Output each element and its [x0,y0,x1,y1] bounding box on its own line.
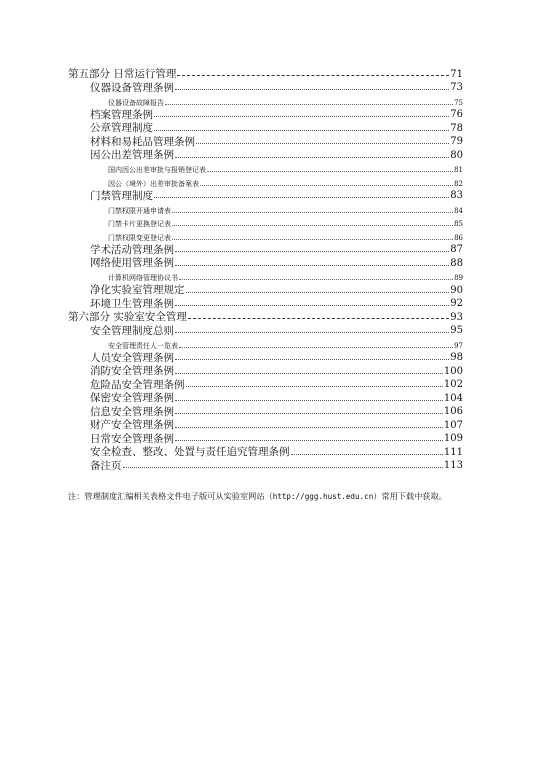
toc-entry[interactable] [68,255,463,269]
toc-subentry[interactable] [68,269,463,283]
toc-page-number: 79 [450,136,463,147]
toc-entry[interactable] [68,134,463,148]
toc-entry[interactable] [68,107,463,121]
toc-entry[interactable] [68,417,463,431]
toc-page-number: 93 [450,311,463,323]
toc-entry-title: 日常安全管理条例 [90,432,174,445]
toc-page-number: 97 [454,341,463,350]
toc-entry-title: 网络使用管理条例 [90,257,174,269]
toc-page-number: 76 [450,109,463,120]
toc-entry[interactable] [68,431,463,445]
toc-page-number: 92 [450,298,463,309]
dot-leader [175,259,449,266]
toc-page-number: 73 [450,82,463,93]
toc-entry[interactable] [68,282,463,296]
toc-entry-title: 材料和易耗品管理条例 [90,135,195,148]
toc-page-number: 100 [443,365,463,377]
toc-entry[interactable] [68,120,463,134]
toc-page-number: 85 [454,220,463,228]
footnote [68,488,468,505]
toc-entry-title: 计算机网络管理协议书 [108,274,178,282]
toc-entry-title: 第六部分 实验室安全管理 [68,311,187,323]
toc-entry-title: 财产安全管理条例 [90,419,174,431]
dot-leader [172,235,453,240]
toc-entry-title: 第五部分 日常运行管理 [68,68,177,80]
toc-entry[interactable] [68,458,463,472]
toc-page-number: 87 [450,244,463,255]
toc-subentry[interactable] [68,161,463,175]
toc-entry[interactable] [68,147,463,161]
toc-entry-title: 仪器设备故障报告 [108,98,164,107]
toc-page-number: 78 [450,122,463,134]
dot-leader [188,312,449,319]
toc-page-number: 90 [450,284,463,296]
dot-leader [165,100,453,105]
toc-entry-title: 消防安全管理条例 [90,365,174,377]
dot-leader [123,461,443,468]
dot-leader [207,167,453,172]
dot-leader [291,448,443,455]
dot-leader [175,421,443,428]
dot-leader [186,380,443,387]
toc-entry[interactable] [68,296,463,310]
dot-leader [179,275,453,280]
toc-page-number: 106 [443,406,463,417]
toc-subentry[interactable] [68,336,463,350]
toc-entry-title: 安全检查、整改、处置与责任追究管理条例 [90,446,290,458]
toc-entry[interactable] [68,323,463,337]
footnote-suffix: ）常用下载中获取。 [373,491,447,501]
toc-entry[interactable] [68,377,463,391]
dot-leader [186,286,450,293]
toc-entry-title: 门禁权限开通申请表 [108,206,171,215]
dot-leader [175,367,443,374]
toc-entry-title: 门禁管理制度 [90,189,153,202]
toc-entry-title: 人员安全管理条例 [90,351,174,364]
toc-entry[interactable] [68,390,463,404]
toc-entry[interactable] [68,80,463,94]
toc-entry[interactable] [68,363,463,377]
dot-leader [175,299,449,306]
toc-page-number: 83 [450,190,463,201]
toc-entry-title: 学术活动管理条例 [90,243,174,256]
toc-page-number: 107 [443,419,463,431]
toc-entry-title: 门禁卡片更换登记表 [108,220,171,228]
toc-entry-title: 安全管理责任人一览表 [108,341,178,350]
toc-entry[interactable] [68,350,463,364]
toc-page-number: 98 [450,352,463,363]
toc-entry[interactable] [68,404,463,418]
dot-leader [175,151,449,158]
toc-entry-title: 国内因公出差审批与报销登记表 [108,166,206,174]
toc-entry-title: 备注页 [90,459,122,472]
toc-page-number: 80 [450,149,463,161]
toc-subentry[interactable] [68,174,463,188]
toc-part-heading[interactable] [68,66,463,80]
dot-leader [172,221,453,226]
dot-leader [200,181,453,186]
toc-subentry[interactable] [68,93,463,107]
toc-entry-title: 因公（境外）出差审批备案表 [108,179,199,188]
toc-page-number: 102 [443,379,463,390]
toc-entry-title: 净化实验室管理规定 [90,284,185,296]
dot-leader [196,137,449,144]
toc-entry-title: 安全管理制度总则 [90,324,174,337]
toc-entry-title: 环境卫生管理条例 [90,297,174,310]
toc-page-number: 113 [443,460,463,471]
table-of-contents [68,66,463,471]
toc-entry-title: 档案管理条例 [90,108,153,121]
dot-leader [175,83,449,90]
dot-leader [154,191,449,198]
toc-page-number: 88 [450,257,463,269]
footnote-prefix: 注：管理制度汇编相关表格文件电子版可从实验室网站（ [68,491,273,501]
dot-leader [175,407,443,414]
toc-entry-title: 因公出差管理条例 [90,149,174,161]
toc-page-number: 75 [454,98,463,107]
dot-leader [172,208,453,213]
toc-page-number: 71 [450,68,463,80]
toc-entry[interactable] [68,188,463,202]
toc-entry-title: 公章管理制度 [90,122,153,134]
toc-part-heading[interactable] [68,309,463,323]
dot-leader [175,245,449,252]
dot-leader [179,343,453,348]
toc-entry-title: 危险品安全管理条例 [90,378,185,391]
toc-subentry[interactable] [68,215,463,229]
website-link[interactable]: http://ggg.hust.edu.cn [272,492,374,501]
dot-leader [175,326,449,333]
toc-entry[interactable] [68,444,463,458]
toc-entry[interactable] [68,242,463,256]
toc-page-number: 89 [454,274,463,282]
toc-page-number: 111 [443,446,463,458]
toc-page-number: 81 [454,166,463,174]
dot-leader [154,124,449,131]
toc-entry-title: 门禁权限变更登记表 [108,233,171,242]
toc-page-number: 95 [450,325,463,336]
dot-leader [177,69,449,76]
toc-entry-title: 仪器设备管理条例 [90,81,174,94]
toc-page-number: 82 [454,179,463,188]
toc-page-number: 86 [454,233,463,242]
dot-leader [175,434,443,441]
toc-page-number: 84 [454,206,463,215]
toc-page-number: 109 [443,433,463,444]
dot-leader [154,110,449,117]
toc-entry-title: 信息安全管理条例 [90,405,174,418]
dot-leader [175,353,449,360]
toc-subentry[interactable] [68,228,463,242]
toc-entry-title: 保密安全管理条例 [90,392,174,404]
toc-page-number: 104 [443,392,463,404]
toc-subentry[interactable] [68,201,463,215]
dot-leader [175,394,443,401]
